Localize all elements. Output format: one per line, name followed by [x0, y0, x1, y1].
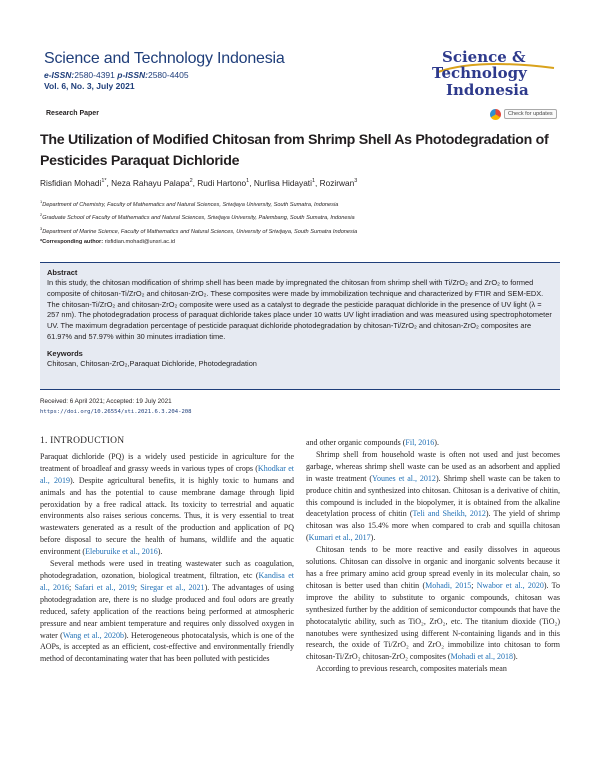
author-name: Rudi Hartono [197, 178, 247, 188]
author-affiliation-mark: 1 [311, 178, 316, 185]
paragraph-text: Shrimp shell from household waste is often not used and just becomes garbage, whereas shrimp shell waste can be used as an adsorbent and applied in waste treatment ( [306, 449, 560, 483]
corresponding-label: *Corresponding author: [40, 239, 104, 246]
received-accepted-dates: Received: 6 April 2021; Accepted: 19 July 2021 [40, 398, 172, 405]
citation-link[interactable]: Fil, 2016 [405, 438, 435, 447]
left-column [40, 436, 294, 665]
keywords-heading: Keywords [47, 348, 83, 358]
p-issn-prefix: p-ISSN: [117, 70, 148, 80]
journal-logo [432, 48, 558, 104]
paragraph-text: ). Despite agricultural benefits, it is highly toxic to humans and animals and has the potential to cause membrane damage through lipid peroxidation by a free radical attack. Its toxicity to terrestrial and aquatic environments also raises serious concerns. Thus, it is very essential to treat wastewaters generated as a result of the production and application of PQ before disposal to secure the health of humans, wildlife and the aquatic environment ( [40, 475, 294, 557]
p-issn: 2580-4405 [147, 70, 189, 80]
paper-title: The Utilization of Modified Chitosan from Shrimp Shell As Photodegradation of Pesticides Paraquat Dichloride [40, 132, 549, 169]
paragraph-text: ). [513, 652, 518, 662]
abstract-text: In this study, the chitosan modification of shrimp shell has been made by impregnated the chitosan from shrimp shell with Ti/ZrO₂ and ZrO₂ to formed composite of chitosan-Ti/ZrO₂ and chitosan-ZrO₂. These composites were made by immobilization technique and characterized by FTIR and SEM-EDX. The chitosan-Ti/ZrO₂ and chitosan-ZrO₂ composite were used as a catalyst to degrade the pesticide paraquat dichloride in the presence of UV light (λ = 257 nm). The photodegradation process of paraquat dichloride takes place under 10 watts UV light irradiation and was measured using spectrophotometer UV. The maximum degradation percentage of pesticide paraquat dichloride photodegradation by chitosan-Ti/ZrO₂ and chitosan-ZrO₂ composites are 61.97% and 57.97% within 30 minutes irradiation time. [47, 278, 552, 341]
affiliation-mark: 1 [40, 199, 43, 204]
author-list: Risfidian Mohadi$^{1*}$, Neza Rahayu Palapa$^2$, Rudi Hartono$^1$, Nurlisa Hidayati$^1$, Rozirwan$^3$ [40, 178, 358, 188]
check-updates-label: Check for updates [504, 109, 557, 119]
author-affiliation-mark: 1 [246, 178, 250, 185]
affiliation-mark: 2 [40, 212, 43, 218]
affiliation [40, 224, 560, 237]
citation-link[interactable]: Khodkar et al., 2019 [40, 463, 295, 485]
journal-title: Science and Technology Indonesia [44, 50, 285, 67]
affiliation-text: Department of Chemistry, Faculty of Mathematics and Natural Sciences, Sriwijaya University, South Sumatra, Indonesia [42, 201, 339, 208]
author-name: Neza Rahayu Palapa [111, 178, 190, 188]
journal-issn [44, 70, 374, 80]
check-updates-button[interactable] [490, 107, 560, 121]
citation-link[interactable]: Teli and Sheikh, 2012 [412, 509, 486, 519]
affiliations [40, 197, 560, 248]
citation-link[interactable]: Mohadi, 2015 [425, 580, 472, 590]
author-affiliation-mark: 3 [354, 178, 358, 185]
paragraph [306, 544, 560, 663]
paragraph [40, 451, 294, 558]
author-name: Rozirwan [319, 178, 355, 188]
paragraph-text: and other organic compounds ( [306, 438, 406, 447]
paragraph-text: ). To improve the ability to substitute to organic compounds, chitosan was synthesized further by the addition of semiconductor compounds that have the photocatalytic ability, such as TiO₂, ZrO₂, etc. The titanium dioxide (TiO₂) nanotubes were synthesized using different N-containing ligands and in this research, the oxide of Ti/ZrO₂ and ZrO₂ immobilize into chitosan to form chitosan-Ti/ZrO₂ chitosan-ZrO₂ composites ( [306, 580, 560, 662]
paragraph-text: ). The advantages of using photodegradation are, there is no sludge produced and foul odors are greatly reduced, safety application of the reactions being performed at atmospheric pressure and near ambient temperature and requires only dissolved oxygen in water ( [40, 582, 294, 640]
logo-line-3: Indonesia [446, 81, 529, 99]
citation-link[interactable]: Eleburuike et al., 2016 [85, 547, 158, 557]
paragraph-text: Chitosan tends to be more reactive and easily dissolves in aqueous solutions. Chitosan can dissolve in organic and inorganic solvents because it has a free primary amino acid group spread evenly in its molecular chain, so chitosan is better used than chitin ( [306, 545, 560, 590]
paragraph [40, 558, 294, 665]
affiliation-text: Department of Marine Science, Faculty of Mathematics and Natural Sciences, University of Sriwijaya, South Sumatra Indonesia [42, 228, 358, 235]
paragraph-text: Several methods were used in treating wastewater such as coagulation, photodegradation, ozonation, biological treatment, filtration, etc ( [40, 559, 294, 580]
journal-header [44, 50, 374, 91]
e-issn: 2580-4391 [74, 70, 115, 80]
e-issn-prefix: e-ISSN: [44, 70, 75, 80]
paragraph-text: ; [69, 582, 75, 592]
affiliation [40, 197, 560, 210]
paragraph-text: ). Shrimp shell waste can be taken to produce chitin and synthesized into chitosan. Chitosan is a derivative of chitin, this compound is included in the biopolymer, it is obtained from the alkaline deacetylation process of chitin ( [306, 473, 561, 519]
logo-line-2: Technology [432, 64, 527, 82]
affiliation-mark: 3 [40, 225, 43, 231]
paragraph-text: ). The yield of shrimp chitosan was also 15.4% more when compared to crab and squilla chitosan ( [306, 509, 560, 543]
citation-link[interactable]: Kandisa et al., 2016 [40, 570, 294, 592]
section-heading: 1. INTRODUCTION [40, 436, 125, 446]
paper-type: Research Paper [46, 110, 99, 117]
paragraph-text: According to previous research, composites materials mean [316, 664, 507, 674]
paragraph [306, 437, 560, 449]
corresponding-author [40, 237, 560, 248]
author-affiliation-mark: 2 [189, 178, 193, 185]
author-name: Risfidian Mohadi [40, 178, 102, 188]
doi-link[interactable]: https://doi.org/10.26554/sti.2021.6.3.204-208 [40, 409, 192, 415]
citation-link[interactable]: Younes et al., 2012 [372, 473, 436, 483]
affiliation-text: Graduate School of Faculty of Mathematics and Natural Sciences, Sriwijaya University, Palembang, South Sumatra, Indonesia [42, 215, 355, 222]
abstract-box [40, 262, 560, 390]
paragraph-text: ). [157, 547, 163, 557]
author-affiliation-mark: 1* [101, 178, 107, 185]
paragraph-text: ). Heterogeneous photocatalysis, which is one of the AOPs, is accepted as an efficient, cost-effective and environmentally friendly method of decontaminating water that has been polluted with pesticides [40, 630, 294, 664]
abstract-heading: Abstract [47, 268, 78, 277]
citation-link[interactable]: Nwabor et al., 2020 [476, 580, 544, 590]
citation-link[interactable]: Safari et al., 2019 [74, 582, 135, 592]
author-name: Nurlisa Hidayati [253, 178, 312, 188]
corresponding-email[interactable]: risfidian.mohadi@unsri.ac.id [104, 239, 176, 246]
paragraph [306, 663, 560, 675]
check-updates-icon [490, 109, 501, 120]
paragraph-text: Paraquat dichloride (PQ) is a widely used pesticide in agriculture for the treatment of broadleaf and grassy weeds in various types of crops ( [40, 451, 294, 473]
paragraph-text: ; [134, 582, 141, 592]
citation-link[interactable]: Siregar et al., 2021 [140, 582, 205, 592]
logo-line-1: Science & [442, 48, 526, 66]
keywords: Chitosan, Chitosan-ZrO₂,Paraquat Dichloride, Photodegradation [47, 358, 257, 368]
paragraph-text: ). [370, 533, 376, 543]
paragraph-text: ). [434, 438, 439, 447]
paragraph-text: ; [471, 580, 477, 590]
citation-link[interactable]: Kumari et al., 2017 [308, 533, 371, 543]
citation-link[interactable]: Wang et al., 2020b [62, 630, 124, 640]
affiliation [40, 210, 560, 223]
journal-volume: Vol. 6, No. 3, July 2021 [44, 81, 135, 91]
citation-link[interactable]: Mohadi et al., 2018 [450, 652, 514, 662]
paragraph [306, 449, 560, 544]
right-column [306, 437, 560, 675]
